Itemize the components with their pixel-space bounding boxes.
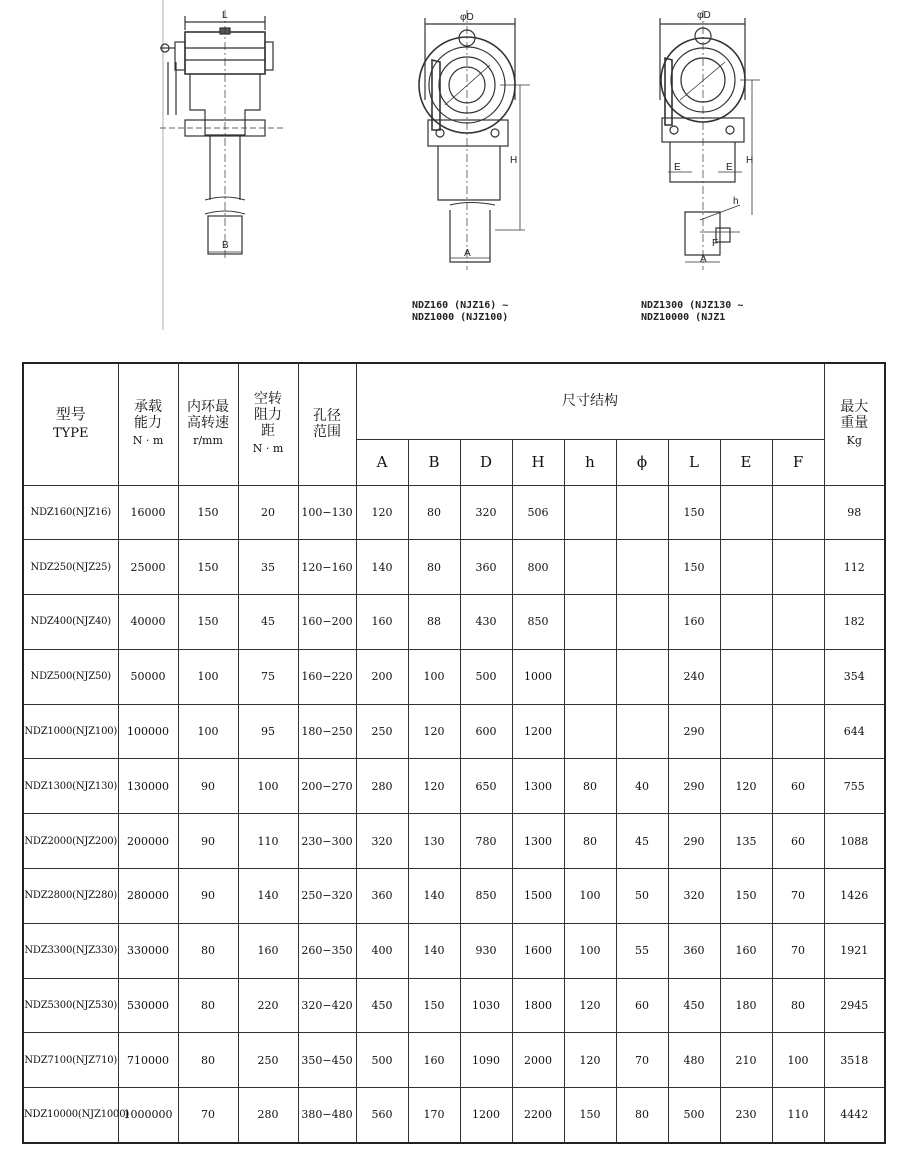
front-view-drawing-1: [419, 10, 530, 270]
cell-type: NDZ500(NJZ50): [23, 649, 118, 704]
cell-type: NDZ2000(NJZ200): [23, 814, 118, 869]
cell-L: 150: [668, 485, 720, 540]
cell-cap: 1000000: [118, 1088, 178, 1143]
table-row: [23, 814, 885, 869]
cell-res: 160: [238, 923, 298, 978]
cell-E: [720, 595, 772, 650]
dim-label-a-2: A: [700, 254, 707, 265]
cell-speed: 90: [178, 869, 238, 924]
cell-phi: [616, 485, 668, 540]
dim-label-a-1: A: [464, 248, 471, 259]
cell-B: 160: [408, 1033, 460, 1088]
caption-2-line-1: NDZ1300 (NJZ130 ~: [641, 300, 744, 311]
cell-H: 1000: [512, 649, 564, 704]
dim-label-l: L: [222, 10, 228, 21]
cell-h: 100: [564, 869, 616, 924]
cell-speed: 150: [178, 485, 238, 540]
cell-H: 1600: [512, 923, 564, 978]
cell-D: 320: [460, 485, 512, 540]
cell-H: 800: [512, 540, 564, 595]
cell-L: 320: [668, 869, 720, 924]
cell-res: 110: [238, 814, 298, 869]
cell-type: NDZ1000(NJZ100): [23, 704, 118, 759]
cell-cap: 16000: [118, 485, 178, 540]
cell-bore: 230−300: [298, 814, 356, 869]
cell-F: 100: [772, 1033, 824, 1088]
cell-F: 80: [772, 978, 824, 1033]
dim-label-h-1: H: [510, 155, 518, 166]
cell-bore: 200−270: [298, 759, 356, 814]
drawing-caption-2: [641, 300, 743, 324]
cell-L: 240: [668, 649, 720, 704]
caption-2-line-2: NDZ10000 (NJZ1: [641, 312, 726, 323]
cell-F: 110: [772, 1088, 824, 1143]
cell-D: 1200: [460, 1088, 512, 1143]
dim-label-phid-1: φD: [460, 12, 474, 23]
table-row: [23, 869, 885, 924]
cell-A: 500: [356, 1033, 408, 1088]
cell-type: NDZ1300(NJZ130): [23, 759, 118, 814]
cell-cap: 50000: [118, 649, 178, 704]
cell-L: 360: [668, 923, 720, 978]
table-row: [23, 923, 885, 978]
cell-h: 100: [564, 923, 616, 978]
cell-res: 100: [238, 759, 298, 814]
cell-cap: 200000: [118, 814, 178, 869]
cell-H: 1300: [512, 759, 564, 814]
table-row: [23, 649, 885, 704]
cell-bore: 160−200: [298, 595, 356, 650]
cell-H: 506: [512, 485, 564, 540]
cell-F: [772, 649, 824, 704]
cell-B: 120: [408, 704, 460, 759]
cell-res: 220: [238, 978, 298, 1033]
cell-res: 75: [238, 649, 298, 704]
cell-speed: 90: [178, 759, 238, 814]
cell-B: 80: [408, 540, 460, 595]
specification-table-body: [23, 485, 885, 1143]
cell-F: [772, 485, 824, 540]
header-dim-2: D: [460, 439, 512, 485]
cell-cap: 280000: [118, 869, 178, 924]
cell-E: 160: [720, 923, 772, 978]
cell-A: 140: [356, 540, 408, 595]
dim-label-h-2: H: [746, 155, 754, 166]
header-speed: [178, 363, 238, 485]
header-weight: [824, 363, 885, 485]
header-dim-6: L: [668, 439, 720, 485]
header-weight-unit: Kg: [846, 434, 862, 448]
header-dimensions: 尺寸结构: [356, 363, 824, 439]
cell-res: 35: [238, 540, 298, 595]
cell-L: 290: [668, 759, 720, 814]
cell-D: 600: [460, 704, 512, 759]
cell-h: [564, 649, 616, 704]
cell-E: 120: [720, 759, 772, 814]
header-resistance: [238, 363, 298, 485]
cell-wt: 644: [824, 704, 885, 759]
cell-B: 150: [408, 978, 460, 1033]
dim-label-h-small: h: [733, 196, 739, 207]
cell-phi: [616, 649, 668, 704]
cell-L: 450: [668, 978, 720, 1033]
cell-speed: 80: [178, 1033, 238, 1088]
cell-H: 1800: [512, 978, 564, 1033]
dim-label-f: F: [712, 238, 719, 249]
cell-E: [720, 649, 772, 704]
cell-res: 95: [238, 704, 298, 759]
table-row: [23, 978, 885, 1033]
cell-B: 140: [408, 869, 460, 924]
cell-L: 160: [668, 595, 720, 650]
cell-F: [772, 595, 824, 650]
cell-H: 2000: [512, 1033, 564, 1088]
dim-label-phid-2: φD: [697, 10, 711, 21]
cell-A: 560: [356, 1088, 408, 1143]
cell-h: 150: [564, 1088, 616, 1143]
cell-D: 850: [460, 869, 512, 924]
cell-phi: 50: [616, 869, 668, 924]
cell-B: 80: [408, 485, 460, 540]
table-row: [23, 540, 885, 595]
cell-A: 120: [356, 485, 408, 540]
cell-wt: 354: [824, 649, 885, 704]
cell-bore: 320−420: [298, 978, 356, 1033]
cell-cap: 330000: [118, 923, 178, 978]
cell-phi: 80: [616, 1088, 668, 1143]
cell-res: 45: [238, 595, 298, 650]
header-capacity-unit: N · m: [132, 434, 164, 448]
header-dim-5: ϕ: [616, 439, 668, 485]
cell-H: 1300: [512, 814, 564, 869]
cell-wt: 112: [824, 540, 885, 595]
header-capacity: [118, 363, 178, 485]
cell-speed: 100: [178, 704, 238, 759]
cell-E: [720, 485, 772, 540]
cell-type: NDZ400(NJZ40): [23, 595, 118, 650]
cell-F: 70: [772, 923, 824, 978]
cell-D: 1030: [460, 978, 512, 1033]
cell-res: 280: [238, 1088, 298, 1143]
cell-wt: 1088: [824, 814, 885, 869]
cell-wt: 2945: [824, 978, 885, 1033]
cell-speed: 90: [178, 814, 238, 869]
header-dim-7: E: [720, 439, 772, 485]
cell-H: 850: [512, 595, 564, 650]
header-bore: [298, 363, 356, 485]
dim-label-b: B: [222, 240, 229, 251]
cell-B: 170: [408, 1088, 460, 1143]
cell-type: NDZ7100(NJZ710): [23, 1033, 118, 1088]
cell-L: 290: [668, 814, 720, 869]
cell-bore: 260−350: [298, 923, 356, 978]
cell-type: NDZ160(NJZ16): [23, 485, 118, 540]
cell-A: 450: [356, 978, 408, 1033]
cell-phi: [616, 540, 668, 595]
cell-E: 210: [720, 1033, 772, 1088]
cell-h: 120: [564, 1033, 616, 1088]
drawing-caption-1: [412, 300, 508, 324]
cell-phi: [616, 704, 668, 759]
cell-bore: 250−320: [298, 869, 356, 924]
dim-label-e-right: E: [726, 162, 733, 173]
cell-L: 150: [668, 540, 720, 595]
cell-E: 135: [720, 814, 772, 869]
cell-A: 250: [356, 704, 408, 759]
header-type-cn: 型号: [55, 405, 86, 424]
cell-wt: 1921: [824, 923, 885, 978]
cell-E: 230: [720, 1088, 772, 1143]
table-row: [23, 485, 885, 540]
cell-wt: 1426: [824, 869, 885, 924]
cell-wt: 755: [824, 759, 885, 814]
cell-speed: 80: [178, 923, 238, 978]
cell-B: 100: [408, 649, 460, 704]
cell-wt: 182: [824, 595, 885, 650]
header-bore-label: 孔径 范围: [313, 408, 341, 441]
header-capacity-label: 承载 能力: [134, 399, 162, 432]
table-row: [23, 1033, 885, 1088]
header-dim-3: H: [512, 439, 564, 485]
cell-phi: 40: [616, 759, 668, 814]
cell-cap: 25000: [118, 540, 178, 595]
specification-table: [22, 362, 886, 1144]
header-dim-8: F: [772, 439, 824, 485]
cell-D: 430: [460, 595, 512, 650]
cell-type: NDZ250(NJZ25): [23, 540, 118, 595]
cell-B: 130: [408, 814, 460, 869]
caption-1-line-2: NDZ1000 (NJZ100): [412, 312, 509, 323]
header-speed-unit: r/mm: [193, 434, 223, 448]
cell-h: 80: [564, 759, 616, 814]
cell-h: 120: [564, 978, 616, 1033]
cell-bore: 350−450: [298, 1033, 356, 1088]
header-dim-4: h: [564, 439, 616, 485]
cell-res: 140: [238, 869, 298, 924]
cell-wt: 98: [824, 485, 885, 540]
header-dim-1: B: [408, 439, 460, 485]
cell-F: 60: [772, 814, 824, 869]
header-dim-0: A: [356, 439, 408, 485]
cell-speed: 70: [178, 1088, 238, 1143]
cell-phi: 45: [616, 814, 668, 869]
cell-F: [772, 540, 824, 595]
header-type: [23, 363, 118, 485]
cell-E: 150: [720, 869, 772, 924]
technical-drawings: [0, 0, 900, 340]
cell-D: 500: [460, 649, 512, 704]
cell-type: NDZ2800(NJZ280): [23, 869, 118, 924]
drawing-svg: [0, 0, 900, 340]
caption-1-line-1: NDZ160 (NJZ16) ~: [412, 300, 509, 311]
cell-B: 120: [408, 759, 460, 814]
cell-bore: 120−160: [298, 540, 356, 595]
cell-L: 290: [668, 704, 720, 759]
cell-bore: 100−130: [298, 485, 356, 540]
cell-A: 400: [356, 923, 408, 978]
cell-D: 930: [460, 923, 512, 978]
cell-D: 360: [460, 540, 512, 595]
cell-B: 88: [408, 595, 460, 650]
cell-cap: 710000: [118, 1033, 178, 1088]
cell-speed: 150: [178, 595, 238, 650]
cell-type: NDZ3300(NJZ330): [23, 923, 118, 978]
header-resistance-unit: N · m: [252, 442, 284, 456]
cell-type: NDZ5300(NJZ530): [23, 978, 118, 1033]
cell-A: 320: [356, 814, 408, 869]
cell-B: 140: [408, 923, 460, 978]
cell-phi: 55: [616, 923, 668, 978]
cell-L: 500: [668, 1088, 720, 1143]
cell-A: 280: [356, 759, 408, 814]
cell-wt: 4442: [824, 1088, 885, 1143]
table-row: [23, 1088, 885, 1143]
cell-h: [564, 540, 616, 595]
header-type-en: TYPE: [53, 426, 89, 442]
cell-speed: 100: [178, 649, 238, 704]
cell-H: 2200: [512, 1088, 564, 1143]
cell-F: [772, 704, 824, 759]
cell-F: 60: [772, 759, 824, 814]
cell-A: 360: [356, 869, 408, 924]
front-view-drawing-2: [660, 10, 760, 270]
cell-F: 70: [772, 869, 824, 924]
dim-label-e-left: E: [674, 162, 681, 173]
cell-bore: 180−250: [298, 704, 356, 759]
cell-phi: [616, 595, 668, 650]
cell-A: 200: [356, 649, 408, 704]
table-row: [23, 704, 885, 759]
header-resistance-label: 空转 阻力 距: [254, 391, 282, 440]
cell-E: 180: [720, 978, 772, 1033]
cell-cap: 40000: [118, 595, 178, 650]
table-row: [23, 759, 885, 814]
cell-A: 160: [356, 595, 408, 650]
cell-D: 650: [460, 759, 512, 814]
cell-bore: 160−220: [298, 649, 356, 704]
cell-type: NDZ10000(NJZ1000): [23, 1088, 118, 1143]
header-weight-label: 最大 重量: [840, 399, 869, 432]
table-row: [23, 595, 885, 650]
cell-speed: 80: [178, 978, 238, 1033]
header-speed-label: 内环最 高转速: [187, 399, 229, 432]
cell-cap: 130000: [118, 759, 178, 814]
cell-bore: 380−480: [298, 1088, 356, 1143]
cell-wt: 3518: [824, 1033, 885, 1088]
cell-E: [720, 704, 772, 759]
side-view-drawing: [160, 0, 285, 330]
cell-phi: 60: [616, 978, 668, 1033]
cell-H: 1200: [512, 704, 564, 759]
cell-h: 80: [564, 814, 616, 869]
cell-phi: 70: [616, 1033, 668, 1088]
cell-h: [564, 704, 616, 759]
cell-D: 780: [460, 814, 512, 869]
cell-D: 1090: [460, 1033, 512, 1088]
cell-res: 20: [238, 485, 298, 540]
cell-cap: 100000: [118, 704, 178, 759]
cell-h: [564, 485, 616, 540]
cell-L: 480: [668, 1033, 720, 1088]
cell-H: 1500: [512, 869, 564, 924]
cell-speed: 150: [178, 540, 238, 595]
cell-h: [564, 595, 616, 650]
cell-E: [720, 540, 772, 595]
cell-res: 250: [238, 1033, 298, 1088]
cell-cap: 530000: [118, 978, 178, 1033]
